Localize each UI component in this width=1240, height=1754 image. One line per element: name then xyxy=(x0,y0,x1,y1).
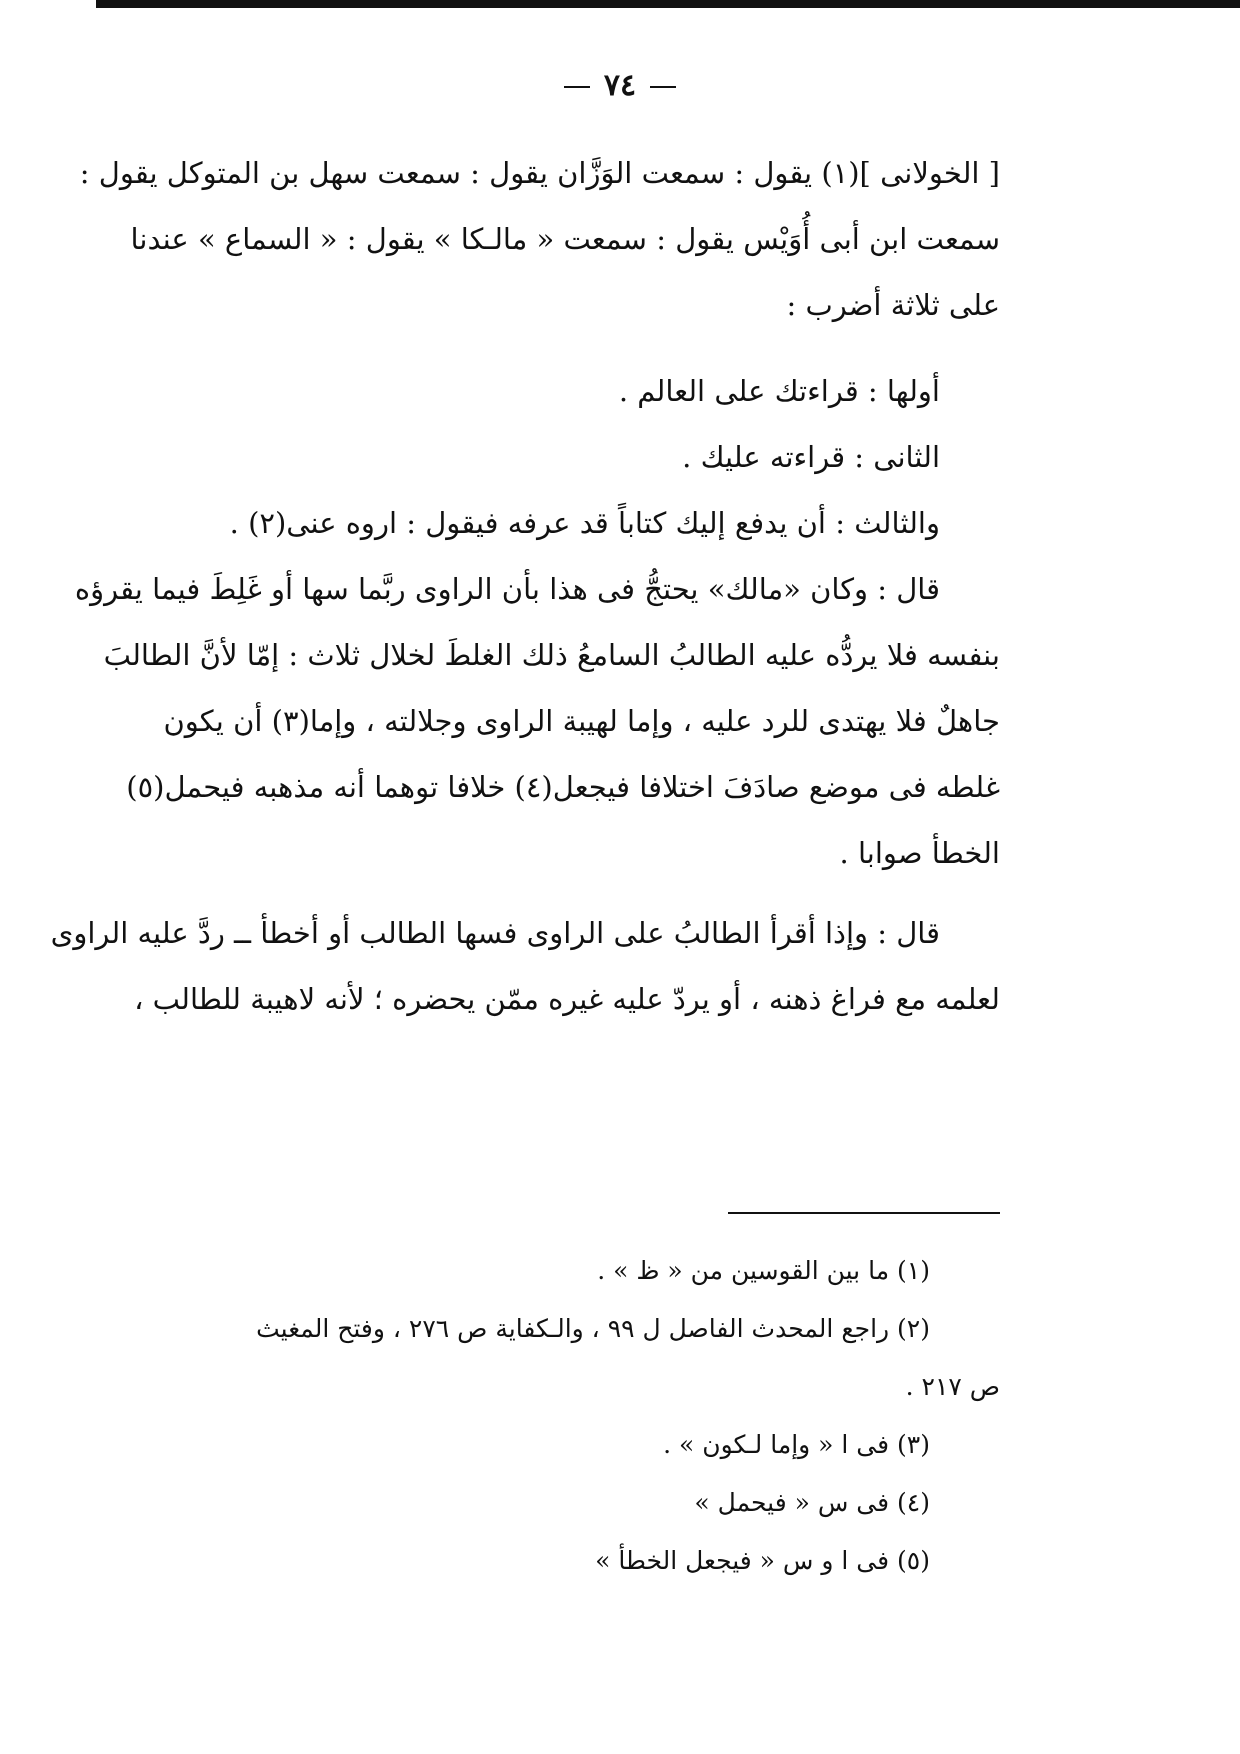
text-line-4: أولها : قراءتك على العالم . xyxy=(618,374,940,408)
text-line-5: الثانى : قراءته عليك . xyxy=(682,440,940,474)
page-number: ٧٤ xyxy=(603,68,637,103)
footnote-5: (٥) فى ا و س « فيجعل الخطأ » xyxy=(595,1546,930,1575)
top-border-rule xyxy=(96,0,1240,8)
footnote-1: (١) ما بين القوسين من « ظ » . xyxy=(597,1256,930,1285)
text-line-9: جاهلٌ فلا يهتدى للرد عليه ، وإما لهيبة الراوى وجلالته ، وإما(٣) أن يكون xyxy=(163,704,1000,738)
main-text xyxy=(50,140,1000,1032)
text-line-13: لعلمه مع فراغ ذهنه ، أو يردّ عليه غيره ممّن يحضره ؛ لأنه لاهيبة للطالب ، xyxy=(134,982,1000,1016)
text-line-7: قال : وكان «مالك» يحتجُّ فى هذا بأن الراوى ربَّما سها أو غَلِطَ فيما يقرؤه xyxy=(74,572,940,606)
text-line-11: الخطأ صوابا . xyxy=(839,836,1000,870)
text-line-12: قال : وإذا أقرأ الطالبُ على الراوى فسها الطالب أو أخطأ ــ ردَّ عليه الراوى xyxy=(50,916,940,950)
footnote-separator xyxy=(728,1212,1000,1214)
text-line-1: [ الخولانى ](١) يقول : سمعت الوَزَّان يقول : سمعت سهل بن المتوكل يقول : xyxy=(79,156,1000,190)
text-line-6: والثالث : أن يدفع إليك كتاباً قد عرفه فيقول : اروه عنى(٢) . xyxy=(229,506,940,540)
page-number-header xyxy=(0,68,1240,103)
text-line-10: غلطه فى موضع صادَفَ اختلافا فيجعل(٤) خلافا توهما أنه مذهبه فيحمل(٥) xyxy=(126,770,1000,804)
footnote-2-continuation: ص ٢١٧ . xyxy=(905,1372,1000,1401)
page-number-dash-right xyxy=(650,86,676,88)
footnote-2: (٢) راجع المحدث الفاصل ل ٩٩ ، والـكفاية ص ٢٧٦ ، وفتح المغيث xyxy=(256,1314,930,1343)
footnote-3: (٣) فى ا « وإما لـكون » . xyxy=(663,1430,930,1459)
page-number-dash-left xyxy=(564,86,590,88)
text-line-2: سمعت ابن أبى أُوَيْس يقول : سمعت « مالـكا » يقول : « السماع » عندنا xyxy=(130,222,1000,256)
text-line-8: بنفسه فلا يردُّه عليه الطالبُ السامعُ ذلك الغلطَ لخلال ثلاث : إمّا لأنَّ الطالبَ xyxy=(103,638,1000,672)
footnotes xyxy=(150,1242,1000,1590)
footnote-4: (٤) فى س « فيحمل » xyxy=(694,1488,930,1517)
text-line-3: على ثلاثة أضرب : xyxy=(786,288,1000,322)
